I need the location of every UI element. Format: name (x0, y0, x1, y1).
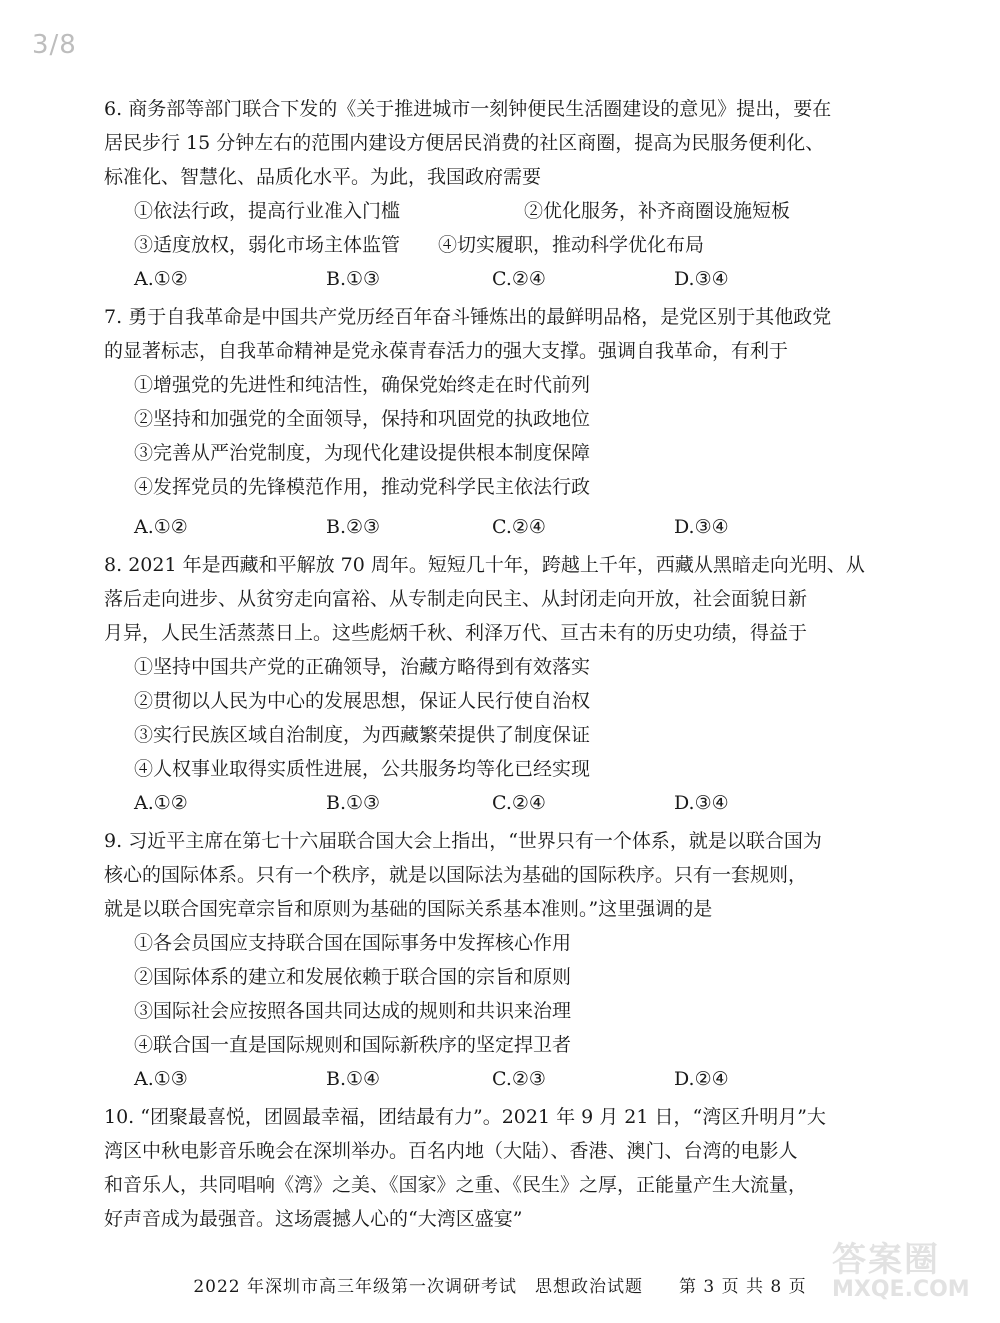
choice-a: A.①② (134, 268, 188, 290)
page-indicator: 3/8 (32, 30, 77, 60)
question-6 (104, 92, 904, 296)
choice-c: C.②④ (492, 268, 546, 290)
question-number: 9. (104, 830, 123, 852)
question-number: 7. (104, 306, 123, 328)
question-number: 8. (104, 554, 123, 576)
choice-d: D.③④ (674, 792, 729, 814)
choice-b: B.①③ (326, 268, 381, 290)
question-stem-line: 的显著标志，自我革命精神是党永葆青春活力的强大支撑。强调自我革命，有利于 (104, 340, 789, 362)
answer-choices (104, 510, 904, 544)
question-stem-line: 就是以联合国宪章宗旨和原则为基础的国际关系基本准则。”这里强调的是 (104, 898, 713, 920)
option-2: ②贯彻以人民为中心的发展思想，保证人民行使自治权 (134, 690, 591, 712)
option-3: ③适度放权，弱化市场主体监管 (134, 234, 401, 256)
question-stem-line: 湾区中秋电影音乐晚会在深圳举办。百名内地（大陆）、香港、澳门、台湾的电影人 (104, 1140, 798, 1162)
choice-c: C.②④ (492, 792, 546, 814)
question-stem-line: 好声音成为最强音。这场震撼人心的“大湾区盛宴” (104, 1208, 523, 1230)
option-1: ①坚持中国共产党的正确领导，治藏方略得到有效落实 (134, 656, 591, 678)
question-number: 6. (104, 98, 123, 120)
question-7 (104, 300, 904, 544)
answer-choices (104, 1062, 904, 1096)
watermark-logo (832, 1232, 982, 1316)
option-row (104, 194, 904, 228)
question-list (104, 92, 904, 1236)
option-1: ①增强党的先进性和纯洁性，确保党始终走在时代前列 (134, 374, 591, 396)
question-stem-line: 居民步行 15 分钟左右的范围内建设方便居民消费的社区商圈，提高为民服务便利化、 (104, 132, 825, 154)
question-stem-line: 月异，人民生活蒸蒸日上。这些彪炳千秋、利泽万代、亘古未有的历史功绩，得益于 (104, 622, 808, 644)
option-1: ①各会员国应支持联合国在国际事务中发挥核心作用 (134, 932, 572, 954)
choice-d: D.②④ (674, 1068, 729, 1090)
question-stem-line (104, 1100, 904, 1134)
question-10 (104, 1100, 904, 1236)
question-number: 10. (104, 1106, 135, 1128)
question-9 (104, 824, 904, 1096)
stem-text: 2021 年是西藏和平解放 70 周年。短短几十年，跨越上千年，西藏从黑暗走向光明、从 (128, 554, 865, 576)
choice-c: C.②④ (492, 516, 546, 538)
choice-a: A.①② (134, 792, 188, 814)
question-8 (104, 548, 904, 820)
stem-text: 商务部等部门联合下发的《关于推进城市一刻钟便民生活圈建设的意见》提出，要在 (128, 98, 832, 120)
option-3: ③国际社会应按照各国共同达成的规则和共识来治理 (134, 1000, 572, 1022)
question-stem-line (104, 548, 904, 582)
choice-b: B.②③ (326, 516, 381, 538)
option-4: ④联合国一直是国际规则和国际新秩序的坚定捍卫者 (134, 1034, 572, 1056)
choice-c: C.②③ (492, 1068, 546, 1090)
choice-d: D.③④ (674, 268, 729, 290)
choice-d: D.③④ (674, 516, 729, 538)
question-stem-line (104, 92, 904, 126)
choice-b: B.①③ (326, 792, 381, 814)
option-2: ②坚持和加强党的全面领导，保持和巩固党的执政地位 (134, 408, 591, 430)
question-stem-line (104, 824, 904, 858)
option-4: ④切实履职，推动科学优化布局 (438, 234, 705, 256)
option-4: ④发挥党员的先锋模范作用，推动党科学民主依法行政 (134, 476, 591, 498)
option-4: ④人权事业取得实质性进展，公共服务均等化已经实现 (134, 758, 591, 780)
question-stem-line: 落后走向进步、从贫穷走向富裕、从专制走向民主、从封闭走向开放，社会面貌日新 (104, 588, 808, 610)
option-1: ①依法行政，提高行业准入门槛 (134, 200, 401, 222)
option-2: ②优化服务，补齐商圈设施短板 (524, 200, 791, 222)
choice-b: B.①④ (326, 1068, 381, 1090)
question-stem-line: 和音乐人，共同唱响《湾》之美、《国家》之重、《民生》之厚，正能量产生大流量， (104, 1174, 808, 1196)
question-stem-line (104, 300, 904, 334)
answer-choices (104, 262, 904, 296)
option-2: ②国际体系的建立和发展依赖于联合国的宗旨和原则 (134, 966, 572, 988)
watermark-domain: MXQE.COM (832, 1277, 970, 1302)
answer-choices (104, 786, 904, 820)
option-3: ③完善从严治党制度，为现代化建设提供根本制度保障 (134, 442, 591, 464)
watermark-logo-text: 答案圈 (832, 1240, 940, 1280)
stem-text: 勇于自我革命是中国共产党历经百年奋斗锤炼出的最鲜明品格，是党区别于其他政党 (128, 306, 832, 328)
page-footer: 2022 年深圳市高三年级第一次调研考试 思想政治试题 第 3 页 共 8 页 (193, 1277, 807, 1297)
stem-text: 习近平主席在第七十六届联合国大会上指出，“世界只有一个体系，就是以联合国为 (128, 830, 822, 852)
question-stem-line: 核心的国际体系。只有一个秩序，就是以国际法为基础的国际秩序。只有一套规则， (104, 864, 808, 886)
choice-a: A.①② (134, 516, 188, 538)
choice-a: A.①③ (134, 1068, 188, 1090)
option-row (104, 228, 904, 262)
stem-text: “团聚最喜悦，团圆最幸福，团结最有力”。2021 年 9 月 21 日，“湾区升明月”大 (140, 1106, 826, 1128)
option-3: ③实行民族区域自治制度，为西藏繁荣提供了制度保证 (134, 724, 591, 746)
question-stem-line: 标准化、智慧化、品质化水平。为此，我国政府需要 (104, 166, 542, 188)
